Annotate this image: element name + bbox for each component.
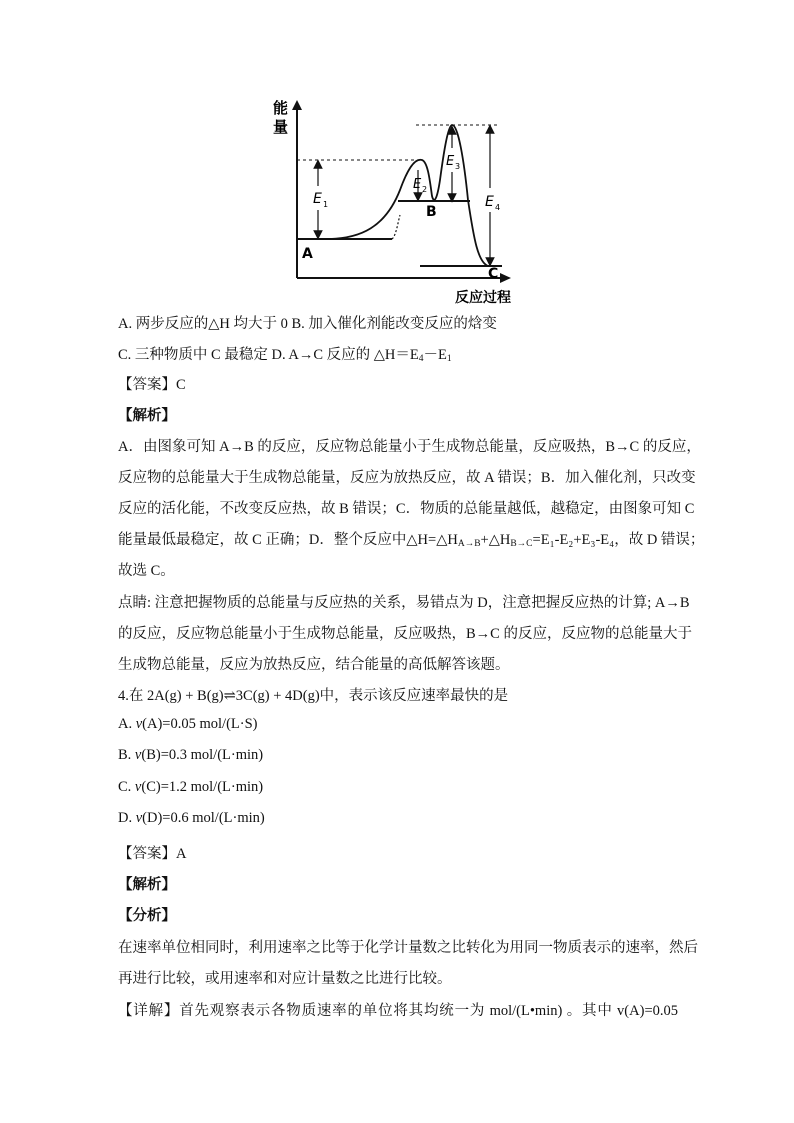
y-axis-label-1: 能 [273, 99, 289, 117]
q3-options-cd-tail: －E [423, 347, 447, 363]
q3-answer: 【答案】C [118, 377, 186, 393]
x-axis-label: 反应过程 [455, 290, 511, 306]
q3-sub-4: 4 [418, 354, 424, 364]
q3-analysis-line-2: 反应物的总能量大于生成物总能量，反应为放热反应，故 A 错误；B．加入催化剂，只改变 [118, 470, 696, 486]
e2-label: E [413, 177, 422, 192]
q3-tip-line-1: 点睛: 注意把握物质的总能量与反应热的关系，易错点为 D，注意把握反应热的计算; A→B [118, 595, 690, 611]
q4-option-b: B. v(B)=0.3 mol/(L·min) [118, 747, 264, 763]
x-axis-arrow [500, 273, 511, 283]
state-label-B: B [426, 204, 437, 220]
curve-dotted-segment [392, 215, 400, 239]
q3-tip-line-3: 生成物总能量，反应为放热反应，结合能量的高低解答该题。 [118, 657, 510, 673]
state-label-C: C [488, 266, 499, 282]
q3-sub-1: 1 [446, 354, 452, 364]
q3-analysis-line-4: 能量最低最稳定，故 C 正确；D．整个反应中$\triangle H=\triangle H_{A\to B}+\triangle H_{B\to C}=E_1-E_2+E_3-E_4$，故 D 错误； [118, 532, 705, 549]
y-axis-arrow [292, 100, 302, 110]
e1-sub: 1 [323, 200, 329, 209]
energy-diagram [0, 0, 794, 310]
q3-options-line2 [118, 343, 678, 364]
q4-answer: 【答案】A [118, 846, 187, 862]
e1-label: E [313, 191, 322, 207]
q4-fenxi-line-2: 再进行比较，或用速率和对应计量数之比进行比较。 [118, 971, 452, 987]
e4-label: E [485, 194, 494, 210]
q3-analysis-line-5: 故选 C。 [118, 563, 175, 579]
q4-option-d: D. v(D)=0.6 mol/(L·min) [118, 810, 265, 826]
e4-sub: 4 [495, 203, 501, 212]
state-label-A: A [302, 246, 313, 262]
e2-sub: 2 [422, 185, 428, 194]
q3-analysis-title: 【解析】 [118, 408, 176, 424]
reaction-curve [330, 125, 488, 266]
q3-options-cd: C. 三种物质中 C 最稳定 D. A→C 反应的 △H＝E [118, 347, 419, 363]
q4-option-c: C. v(C)=1.2 mol/(L·min) [118, 779, 264, 795]
q4-option-a: A. v(A)=0.05 mol/(L·S) [118, 716, 258, 732]
y-axis-label-2: 量 [273, 118, 289, 136]
q3-tip-line-2: 的反应，反应物总能量小于生成物总能量，反应吸热，B→C 的反应，反应物的总能量大于 [118, 626, 692, 642]
q4-detail-line: 【详解】首先观察表示各物质速率的单位将其均统一为 mol/(L•min) 。其中 v(A)=0.05 [118, 1003, 678, 1019]
q4-fenxi-title: 【分析】 [118, 908, 176, 924]
q4-stem: 4.在 2A(g) + B(g)⇌3C(g) + 4D(g)中，表示该反应速率最快的是 [118, 688, 509, 704]
q3-analysis-line-3: 反应的活化能，不改变反应热，故 B 错误；C．物质的总能量越低，越稳定，由图象可知 C [118, 501, 695, 517]
q3-analysis-line-1: A．由图象可知 A→B 的反应，反应物总能量小于生成物总能量，反应吸热，B→C 的反应， [118, 439, 701, 455]
q3-options-ab: A. 两步反应的△H 均大于 0 B. 加入催化剂能改变反应的焓变 [118, 316, 497, 332]
e3-label: E [446, 154, 455, 169]
e3-sub: 3 [455, 162, 461, 171]
q4-fenxi-line-1: 在速率单位相同时，利用速率之比等于化学计量数之比转化为用同一物质表示的速率，然后 [118, 940, 698, 956]
q3-options-line1 [118, 312, 678, 333]
q4-analysis-title: 【解析】 [118, 877, 176, 893]
